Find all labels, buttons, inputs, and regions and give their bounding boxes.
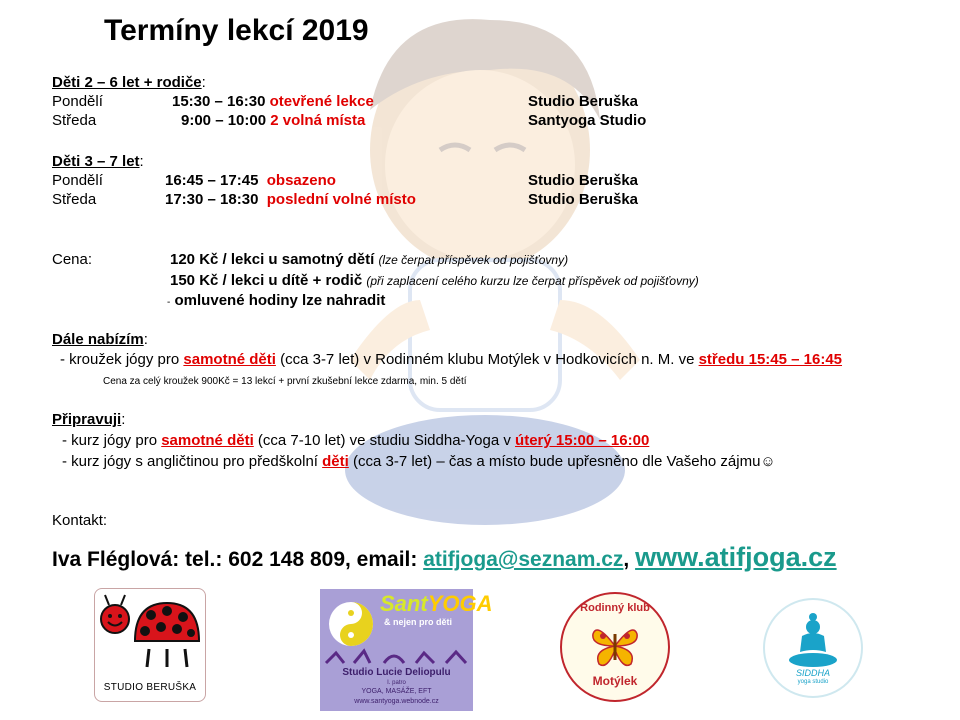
group2-heading: Děti 3 – 7 let: — [52, 153, 144, 170]
santyoga-title: SantYOGA — [380, 591, 493, 616]
offer-price-note: Cena za celý kroužek 900Kč = 13 lekcí + první zkušební lekce zdarma, min. 5 dětí — [103, 376, 467, 387]
group2-row1-time: 16:45 – 17:45 obsazeno — [165, 172, 336, 189]
contact-label: Kontakt: — [52, 512, 108, 529]
group1-row1-time: 15:30 – 16:30 otevřené lekce — [172, 93, 374, 110]
email-link[interactable]: atifjoga@seznam.cz — [423, 548, 624, 571]
price-label: Cena: — [52, 251, 93, 268]
offer-heading: Dále nabízím: — [52, 331, 148, 348]
group2-row2-time: 17:30 – 18:30 poslední volné místo — [165, 191, 416, 208]
group1-row2-time: 9:00 – 10:00 2 volná místa — [181, 112, 366, 129]
ladybug-icon — [95, 589, 205, 677]
studio-beruska-logo — [94, 588, 206, 702]
group1-row2-day: Středa — [52, 112, 97, 129]
prep-line1: - kurz jógy pro samotné děti (cca 7-10 let) ve studiu Siddha-Yoga v úterý 15:00 – 16:00 — [62, 432, 650, 449]
siddha-logo: SIDDHA yoga studio — [763, 598, 863, 698]
group1-row1-place: Studio Beruška — [528, 93, 639, 110]
group1-row1-day: Pondělí — [52, 93, 103, 110]
motylek-logo: Rodinný klub Motýlek — [560, 592, 670, 702]
price-line1: 120 Kč / lekci u samotný dětí (lze čerpat příspěvek od pojišťovny) — [170, 251, 569, 268]
page-title: Termíny lekcí 2019 — [104, 14, 369, 47]
group2-row2-day: Středa — [52, 191, 97, 208]
prep-line2: - kurz jógy s angličtinou pro předškolní děti (cca 3-7 let) – čas a místo bude upřesněno dle Vašeho zájmu☺ — [62, 453, 776, 470]
offer-line: - kroužek jógy pro samotné děti (cca 3-7 let) v Rodinném klubu Motýlek v Hodkovicích n. M. ve středu 15:45 – 16:45 — [60, 351, 843, 368]
group2-row1-place: Studio Beruška — [528, 172, 639, 189]
price-line2: 150 Kč / lekci u dítě + rodič (při zaplacení celého kurzu lze čerpat příspěvek od pojišťovny) — [170, 272, 699, 289]
prep-heading: Připravuji: — [52, 411, 126, 428]
yin-yang-icon — [326, 599, 376, 649]
group1-heading: Děti 2 – 6 let + rodiče: — [52, 74, 206, 91]
butterfly-icon — [589, 620, 641, 672]
santyoga-logo: SantYOGA & nejen pro děti Studio Lucie Deliopulu I. patro YOGA, MASÁŽE, EFT www.santyoga.webnode.cz — [320, 589, 473, 711]
group2-row2-place: Studio Beruška — [528, 191, 639, 208]
group1-row2-place: Santyoga Studio — [528, 112, 647, 129]
yoga-figures-icon — [324, 649, 469, 665]
price-line3: - omluvené hodiny lze nahradit — [167, 292, 386, 309]
website-link[interactable]: www.atifjoga.cz — [635, 542, 837, 572]
group2-row1-day: Pondělí — [52, 172, 103, 189]
meditating-figure-icon — [788, 610, 838, 668]
beruska-label: STUDIO BERUŠKA — [103, 682, 197, 693]
contact-line: Iva Fléglová: tel.: 602 148 809, email: atifjoga@seznam.cz, www.atifjoga.cz — [52, 542, 837, 572]
